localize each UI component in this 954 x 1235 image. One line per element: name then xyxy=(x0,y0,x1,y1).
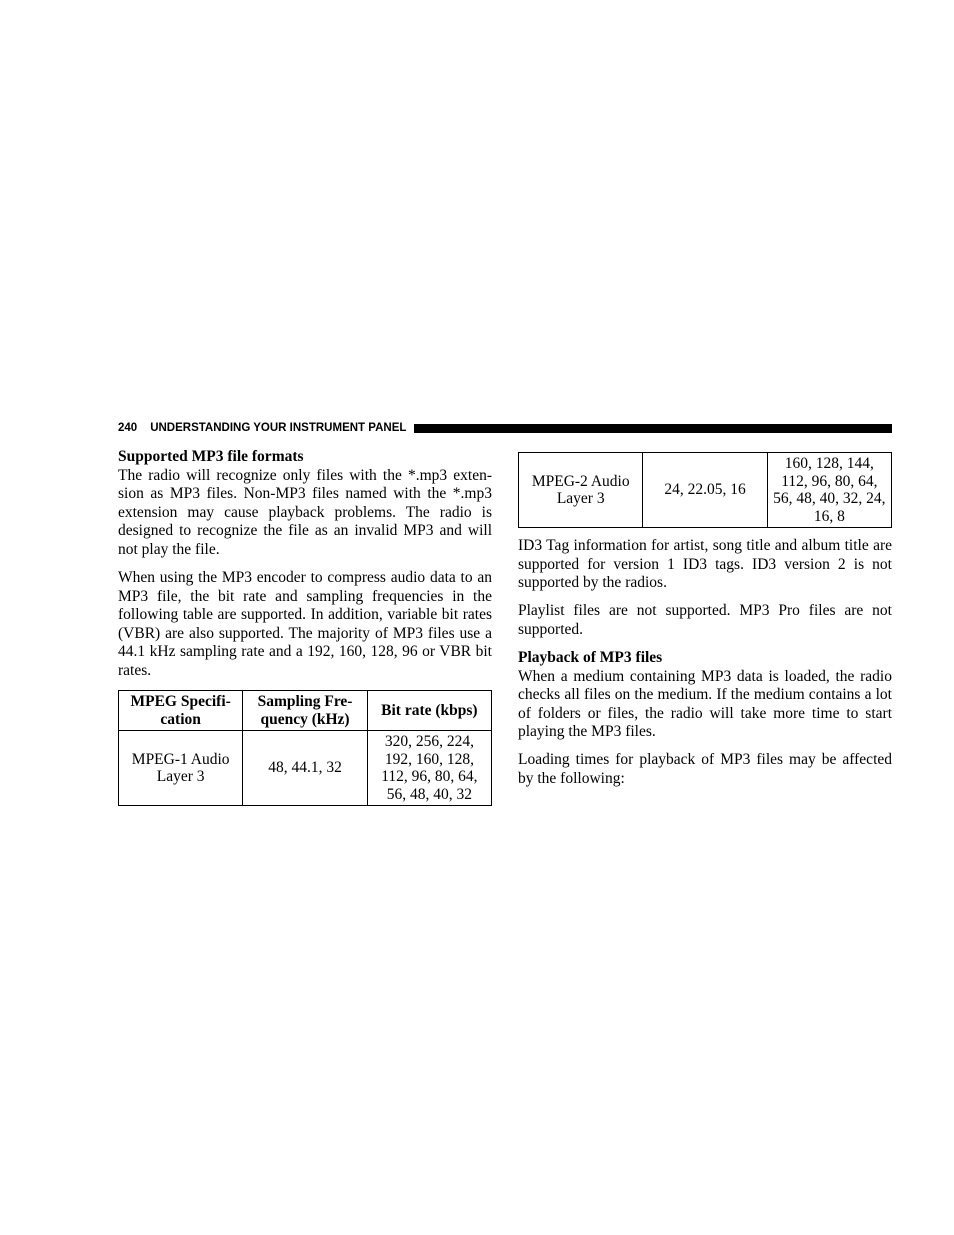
table-header-cell: Sampling Fre-quency (kHz) xyxy=(243,691,367,731)
paragraph-medium-loaded: When a medium containing MP3 data is loaded, the radio checks all files on the medium. If the medium contains a lot of folders or files, the radio will take more time to start playing the MP3 files. xyxy=(518,667,892,741)
table-cell: 24, 22.05, 16 xyxy=(643,453,767,528)
table-header-cell: MPEG Specifi-cation xyxy=(119,691,243,731)
mp3-format-table-mpeg1 xyxy=(118,690,492,806)
header-rule xyxy=(414,424,892,433)
table-cell: 48, 44.1, 32 xyxy=(243,731,367,806)
table-cell: MPEG-1 Audio Layer 3 xyxy=(119,731,243,806)
paragraph-id3-tags: ID3 Tag information for artist, song title and album title are supported for version 1 ID3 tags. ID3 version 2 is not supported by the radios. xyxy=(518,537,892,592)
table-row xyxy=(519,453,892,528)
table-header-row xyxy=(119,691,492,731)
paragraph-recognize-files: The radio will recognize only files with the *.mp3 exten-sion as MP3 files. Non-MP3 files named with the *.mp3 extension may cause playback problems. The radio is designed to recognize the file as an invalid MP3 and will not play the file. xyxy=(118,466,492,558)
paragraph-loading-times: Loading times for playback of MP3 files may be affected by the following: xyxy=(518,751,892,788)
section-title: UNDERSTANDING YOUR INSTRUMENT PANEL xyxy=(150,422,407,434)
page-header xyxy=(118,420,892,436)
paragraph-encoder: When using the MP3 encoder to compress audio data to an MP3 file, the bit rate and sampling frequencies in the following table are supported. In addition, variable bit rates (VBR) are also supported. The majority of MP3 files use a 44.1 kHz sampling rate and a 192, 160, 128, 96 or VBR bit rates. xyxy=(118,569,492,680)
table-row xyxy=(119,731,492,806)
page-number: 240 xyxy=(118,422,138,434)
heading-supported-formats: Supported MP3 file formats xyxy=(118,448,304,465)
table-header-cell: Bit rate (kbps) xyxy=(367,691,491,731)
left-column xyxy=(118,448,492,806)
paragraph-playlist: Playlist files are not supported. MP3 Pro files are not supported. xyxy=(518,602,892,638)
right-column xyxy=(518,452,892,789)
heading-playback: Playback of MP3 files xyxy=(518,648,663,666)
table-cell: MPEG-2 Audio Layer 3 xyxy=(519,453,643,528)
table-cell: 160, 128, 144, 112, 96, 80, 64, 56, 48, 40, 32, 24, 16, 8 xyxy=(767,453,891,528)
table-cell: 320, 256, 224, 192, 160, 128, 112, 96, 80, 64, 56, 48, 40, 32 xyxy=(367,731,491,806)
mp3-format-table-mpeg2 xyxy=(518,452,892,528)
